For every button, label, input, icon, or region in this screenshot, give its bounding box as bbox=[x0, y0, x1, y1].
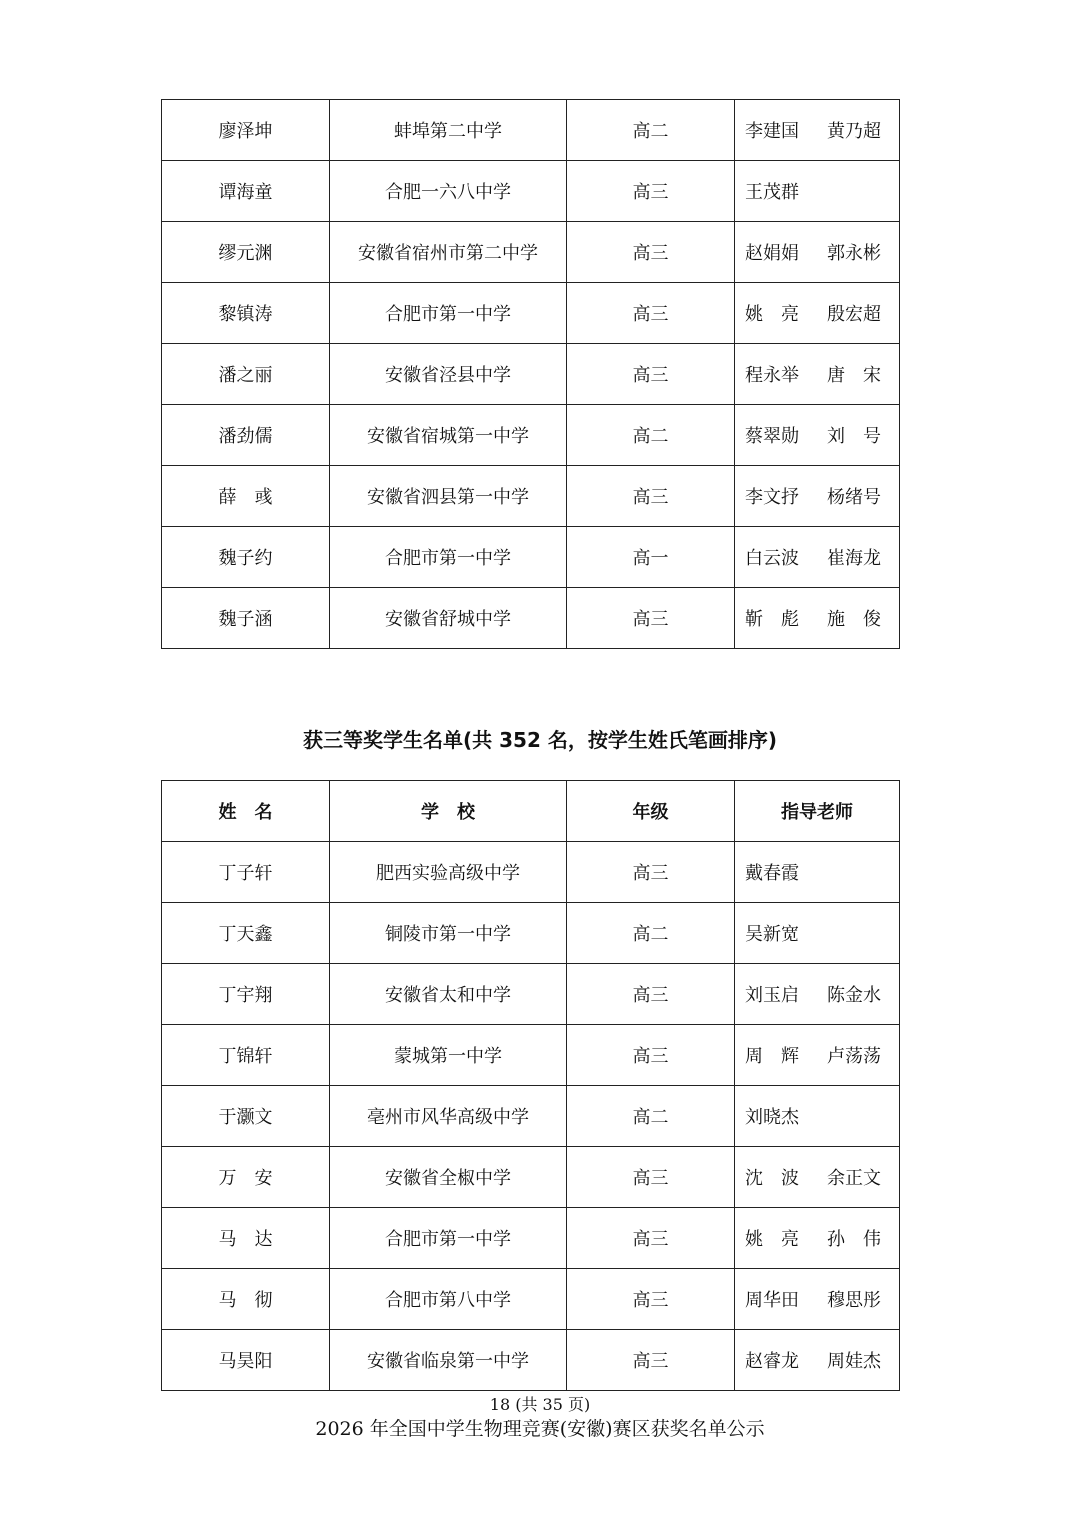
table-row bbox=[162, 842, 900, 903]
table-row bbox=[162, 222, 900, 283]
grade: 高三 bbox=[567, 161, 735, 222]
student-name: 潘之丽 bbox=[162, 344, 330, 405]
school-name: 安徽省宿州市第二中学 bbox=[330, 222, 567, 283]
teacher-2: 杨绪号 bbox=[827, 487, 881, 508]
school-name: 安徽省泾县中学 bbox=[330, 344, 567, 405]
school-name: 亳州市风华高级中学 bbox=[330, 1086, 567, 1147]
header-row bbox=[162, 781, 900, 842]
student-name: 谭海童 bbox=[162, 161, 330, 222]
school-name: 安徽省宿城第一中学 bbox=[330, 405, 567, 466]
teacher-1: 戴春霞 bbox=[745, 863, 799, 884]
school-name: 合肥市第八中学 bbox=[330, 1269, 567, 1330]
teacher-1: 王茂群 bbox=[745, 182, 799, 203]
teachers bbox=[735, 527, 900, 588]
school-name: 合肥市第一中学 bbox=[330, 527, 567, 588]
grade: 高三 bbox=[567, 1269, 735, 1330]
table-row bbox=[162, 344, 900, 405]
table-row bbox=[162, 466, 900, 527]
teacher-2: 施 俊 bbox=[827, 609, 881, 630]
grade: 高三 bbox=[567, 588, 735, 649]
school-name: 安徽省太和中学 bbox=[330, 964, 567, 1025]
teacher-2: 周娃杰 bbox=[827, 1351, 881, 1372]
table-row bbox=[162, 588, 900, 649]
teacher-1: 靳 彪 bbox=[745, 609, 799, 630]
third-prize-table-body bbox=[162, 842, 900, 1391]
student-name: 丁宇翔 bbox=[162, 964, 330, 1025]
table-row bbox=[162, 283, 900, 344]
grade: 高三 bbox=[567, 344, 735, 405]
table-row bbox=[162, 903, 900, 964]
table-row bbox=[162, 527, 900, 588]
student-name: 于灏文 bbox=[162, 1086, 330, 1147]
student-name: 马 达 bbox=[162, 1208, 330, 1269]
table-row bbox=[162, 964, 900, 1025]
grade: 高三 bbox=[567, 1025, 735, 1086]
teacher-1: 姚 亮 bbox=[745, 1229, 799, 1250]
grade: 高三 bbox=[567, 466, 735, 527]
teachers bbox=[735, 405, 900, 466]
grade: 高一 bbox=[567, 527, 735, 588]
header-grade: 年级 bbox=[567, 781, 735, 842]
grade: 高二 bbox=[567, 1086, 735, 1147]
teacher-1: 李建国 bbox=[745, 121, 799, 142]
teacher-2: 余正文 bbox=[827, 1168, 881, 1189]
student-name: 薛 彧 bbox=[162, 466, 330, 527]
teacher-1: 姚 亮 bbox=[745, 304, 799, 325]
page-number: 18 (共 35 页) bbox=[489, 1395, 591, 1414]
school-name: 合肥一六八中学 bbox=[330, 161, 567, 222]
student-name: 万 安 bbox=[162, 1147, 330, 1208]
teacher-2: 穆思彤 bbox=[827, 1290, 881, 1311]
teachers bbox=[735, 1025, 900, 1086]
grade: 高三 bbox=[567, 1208, 735, 1269]
table-row bbox=[162, 1086, 900, 1147]
teacher-1: 周华田 bbox=[745, 1290, 799, 1311]
teacher-2: 黄乃超 bbox=[827, 121, 881, 142]
teachers bbox=[735, 903, 900, 964]
teacher-1: 沈 波 bbox=[745, 1168, 799, 1189]
awards-table-body bbox=[162, 100, 900, 649]
table-row bbox=[162, 1147, 900, 1208]
awards-table-continued bbox=[161, 99, 900, 649]
table-row bbox=[162, 161, 900, 222]
teacher-2: 崔海龙 bbox=[827, 548, 881, 569]
grade: 高二 bbox=[567, 903, 735, 964]
teachers bbox=[735, 466, 900, 527]
grade: 高二 bbox=[567, 405, 735, 466]
teacher-1: 赵娟娟 bbox=[745, 243, 799, 264]
teacher-1: 蔡翠勋 bbox=[745, 426, 799, 447]
school-name: 肥西实验高级中学 bbox=[330, 842, 567, 903]
grade: 高三 bbox=[567, 283, 735, 344]
table-row bbox=[162, 405, 900, 466]
teachers bbox=[735, 161, 900, 222]
header-teacher: 指导老师 bbox=[735, 781, 900, 842]
teachers bbox=[735, 222, 900, 283]
school-name: 蒙城第一中学 bbox=[330, 1025, 567, 1086]
table-row bbox=[162, 1208, 900, 1269]
header-school: 学 校 bbox=[330, 781, 567, 842]
grade: 高三 bbox=[567, 1330, 735, 1391]
teacher-1: 刘晓杰 bbox=[745, 1107, 799, 1128]
school-name: 合肥市第一中学 bbox=[330, 283, 567, 344]
teachers bbox=[735, 964, 900, 1025]
school-name: 安徽省全椒中学 bbox=[330, 1147, 567, 1208]
teacher-1: 刘玉启 bbox=[745, 985, 799, 1006]
table-header bbox=[162, 781, 900, 842]
school-name: 蚌埠第二中学 bbox=[330, 100, 567, 161]
teacher-1: 李文抒 bbox=[745, 487, 799, 508]
table-row bbox=[162, 1269, 900, 1330]
teacher-1: 周 辉 bbox=[745, 1046, 799, 1067]
student-name: 黎镇涛 bbox=[162, 283, 330, 344]
grade: 高三 bbox=[567, 964, 735, 1025]
teachers bbox=[735, 1147, 900, 1208]
grade: 高三 bbox=[567, 1147, 735, 1208]
grade: 高三 bbox=[567, 222, 735, 283]
teachers bbox=[735, 842, 900, 903]
third-prize-table bbox=[161, 780, 900, 1391]
teachers bbox=[735, 588, 900, 649]
teachers bbox=[735, 100, 900, 161]
teacher-2: 刘 号 bbox=[827, 426, 881, 447]
teachers bbox=[735, 1208, 900, 1269]
school-name: 安徽省舒城中学 bbox=[330, 588, 567, 649]
school-name: 安徽省泗县第一中学 bbox=[330, 466, 567, 527]
teacher-2: 卢荡荡 bbox=[827, 1046, 881, 1067]
header-name: 姓 名 bbox=[162, 781, 330, 842]
student-name: 魏子约 bbox=[162, 527, 330, 588]
teacher-1: 程永举 bbox=[745, 365, 799, 386]
grade: 高三 bbox=[567, 842, 735, 903]
teachers bbox=[735, 1330, 900, 1391]
footer-title: 2026 年全国中学生物理竞赛(安徽)赛区获奖名单公示 bbox=[315, 1418, 765, 1440]
student-name: 丁天鑫 bbox=[162, 903, 330, 964]
teacher-2: 郭永彬 bbox=[827, 243, 881, 264]
grade: 高二 bbox=[567, 100, 735, 161]
student-name: 马 彻 bbox=[162, 1269, 330, 1330]
teacher-2: 殷宏超 bbox=[827, 304, 881, 325]
student-name: 马昊阳 bbox=[162, 1330, 330, 1391]
teachers bbox=[735, 283, 900, 344]
teacher-1: 赵睿龙 bbox=[745, 1351, 799, 1372]
teacher-2: 陈金水 bbox=[827, 985, 881, 1006]
teachers bbox=[735, 344, 900, 405]
student-name: 魏子涵 bbox=[162, 588, 330, 649]
student-name: 丁锦轩 bbox=[162, 1025, 330, 1086]
school-name: 铜陵市第一中学 bbox=[330, 903, 567, 964]
student-name: 缪元渊 bbox=[162, 222, 330, 283]
student-name: 潘劲儒 bbox=[162, 405, 330, 466]
student-name: 廖泽坤 bbox=[162, 100, 330, 161]
table-row bbox=[162, 1025, 900, 1086]
teachers bbox=[735, 1086, 900, 1147]
student-name: 丁子轩 bbox=[162, 842, 330, 903]
teacher-1: 白云波 bbox=[745, 548, 799, 569]
school-name: 安徽省临泉第一中学 bbox=[330, 1330, 567, 1391]
table-row bbox=[162, 100, 900, 161]
teacher-2: 唐 宋 bbox=[827, 365, 881, 386]
section-title: 获三等奖学生名单(共 352 名，按学生姓氏笔画排序) bbox=[303, 728, 777, 752]
school-name: 合肥市第一中学 bbox=[330, 1208, 567, 1269]
teachers bbox=[735, 1269, 900, 1330]
teacher-2: 孙 伟 bbox=[827, 1229, 881, 1250]
teacher-1: 吴新宽 bbox=[745, 924, 799, 945]
table-row bbox=[162, 1330, 900, 1391]
